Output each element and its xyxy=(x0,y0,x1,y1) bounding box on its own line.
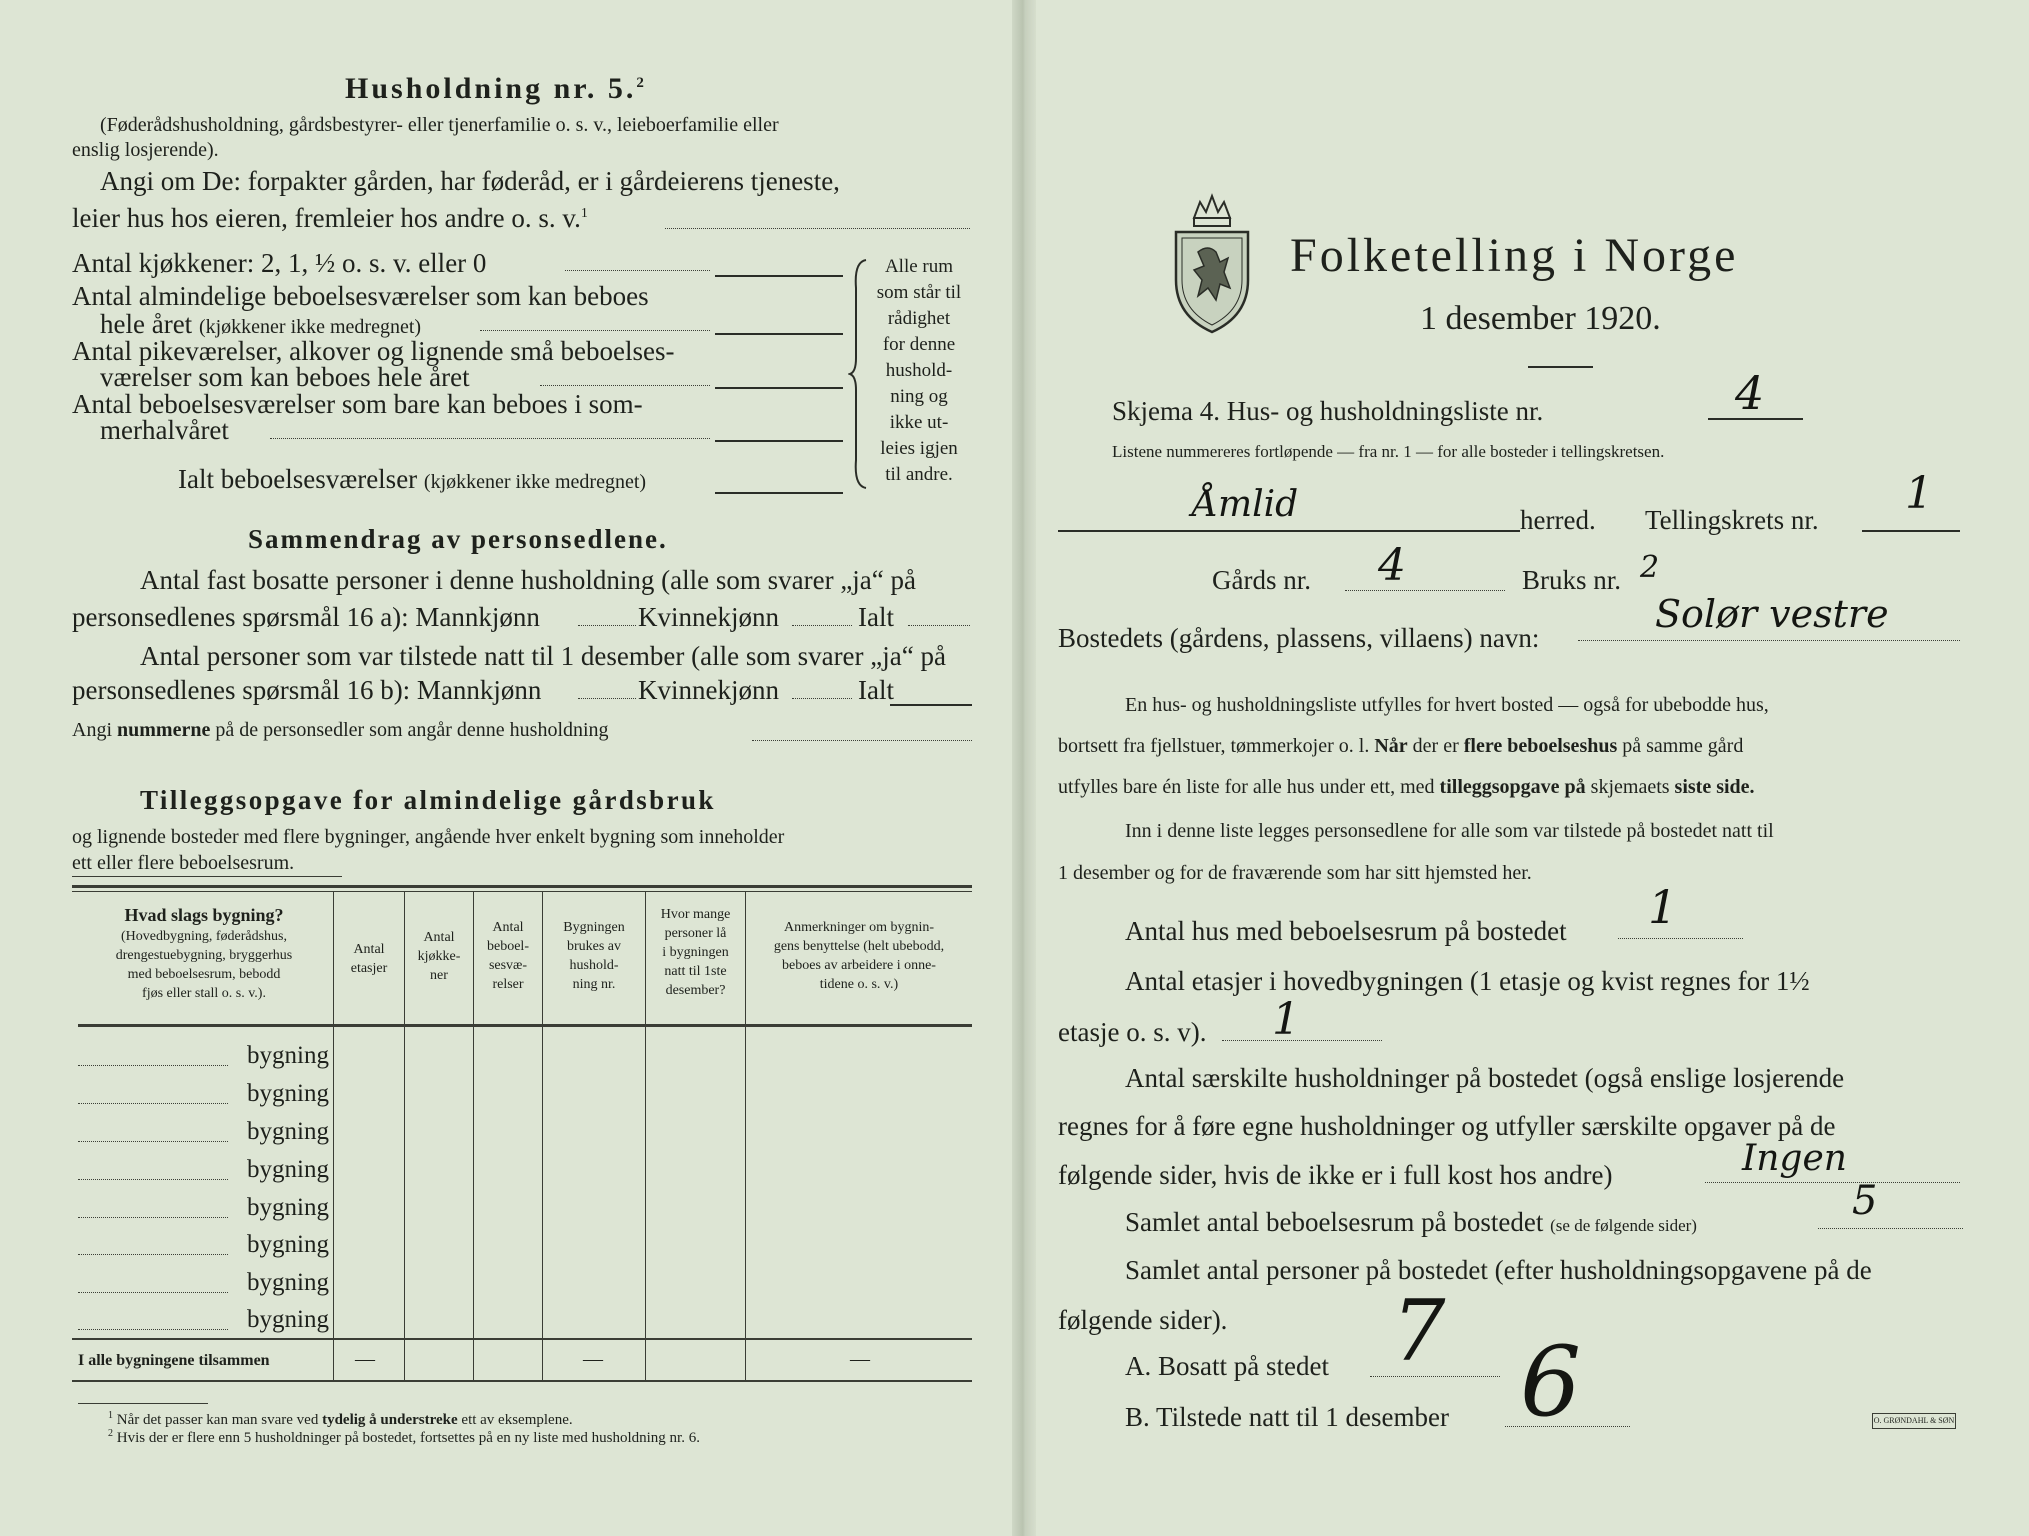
tilstede-label: B. Tilstede natt til 1 desember xyxy=(1125,1402,1449,1432)
saerskilte-line-2: regnes for å føre egne husholdninger og utfyller særskilte opgaver på de xyxy=(1058,1111,1836,1141)
table-total-rule xyxy=(72,1338,972,1340)
para1-l2-bold2: flere beboelseshus xyxy=(1463,735,1618,757)
row-label: bygning xyxy=(247,1042,329,1069)
row-label: bygning xyxy=(247,1306,329,1333)
rooms-ialt-text: Ialt beboelsesværelser xyxy=(178,464,418,494)
bosatt-label: A. Bosatt på stedet xyxy=(1125,1351,1329,1381)
left-title-sup: 2 xyxy=(636,75,647,91)
rooms-kjokkener: Antal kjøkkener: 2, 1, ½ o. s. v. eller 0 xyxy=(72,248,487,278)
angi-line-2-text: leier hus hos eieren, fremleier hos andre o. s. v. xyxy=(72,203,581,233)
rooms-som-1: Antal beboelsesværelser som bare kan beboes i som- xyxy=(72,389,643,419)
tilst-ialt-label: Ialt xyxy=(858,675,894,705)
col-header-beboelsesvaerelser xyxy=(475,918,541,994)
row-dots xyxy=(78,1179,228,1180)
col-header-personer xyxy=(647,905,744,1000)
gards-label: Gårds nr. xyxy=(1212,565,1311,595)
row-label: bygning xyxy=(247,1080,329,1107)
col-sep xyxy=(745,891,746,1380)
sammendrag-fast-2: personsedlenes spørsmål 16 a): Mannkjønn xyxy=(72,602,540,632)
hus-label: Antal hus med beboelsesrum på bostedet xyxy=(1125,916,1567,946)
col-header-husholdning xyxy=(544,918,644,994)
tellingskrets-label: Tellingskrets nr. xyxy=(1645,505,1819,535)
row-label: bygning xyxy=(247,1194,329,1221)
col-header-line: gens benyttelse (helt ubebodd, xyxy=(773,939,945,954)
side-note-line: Alle rum xyxy=(884,256,954,277)
rooms-alm-1: Antal almindelige beboelsesværelser som kan beboes xyxy=(72,281,649,311)
tellingskrets-answer-line xyxy=(1862,530,1960,532)
row-dots xyxy=(78,1329,228,1330)
etasjer-line-1: Antal etasjer i hovedbygningen (1 etasje og kvist regnes for 1½ xyxy=(1125,966,1810,996)
footnote-rule xyxy=(78,1403,208,1404)
samlet-rum-label xyxy=(1125,1207,1697,1238)
para1-l2-bold1: Når xyxy=(1374,735,1408,757)
rooms-side-note xyxy=(864,254,974,488)
footnote-2 xyxy=(108,1428,700,1447)
col-header-bygning-sub: med beboelsesrum, bebodd xyxy=(127,967,281,982)
col-header-bygning xyxy=(78,903,330,1003)
som-dots xyxy=(270,438,710,439)
col-header-line: relser xyxy=(492,977,524,992)
fast-kvinne-label: Kvinnekjønn xyxy=(638,602,779,632)
tillegg-line-1: og lignende bosteder med flere bygninger, angående hver enkelt bygning som inneholder xyxy=(72,826,785,848)
side-note-line: ning og xyxy=(890,386,948,407)
side-note-line: rådighet xyxy=(887,308,951,329)
saerskilte-answer-line xyxy=(1705,1182,1960,1183)
col-header-line: brukes av xyxy=(566,939,622,954)
rooms-som-2: merhalvåret xyxy=(100,415,229,445)
pike-answer-line xyxy=(715,387,843,389)
ialt-answer-line xyxy=(715,492,843,494)
side-note-line: til andre. xyxy=(885,464,953,485)
row-dots xyxy=(78,1254,228,1255)
rooms-ialt-small: (kjøkkener ikke medregnet) xyxy=(423,471,647,493)
angi-nummer-bold: nummerne xyxy=(117,719,211,741)
side-note-line: for denne xyxy=(882,334,956,355)
col-sep xyxy=(473,891,474,1380)
col-header-kjokkener xyxy=(406,928,472,985)
col-header-line: natt til 1ste xyxy=(664,964,727,979)
table-header-rule xyxy=(78,1024,972,1027)
tilst-mann-line xyxy=(578,698,636,699)
footnote-1-mark: 1 xyxy=(108,1410,113,1421)
row-dots xyxy=(78,1217,228,1218)
col-header-line: i bygningen xyxy=(662,945,729,960)
col-sep xyxy=(645,891,646,1380)
col-header-line: kjøkke- xyxy=(417,949,461,964)
col-header-bygning-sub: drengestuebygning, bryggerhus xyxy=(115,948,293,963)
angi-answer-line xyxy=(665,228,970,229)
rooms-pike-1: Antal pikeværelser, alkover og lignende små beboelses- xyxy=(72,336,675,366)
skjema-number-handwritten: 4 xyxy=(1735,366,1765,420)
listene-note: Listene nummereres fortløpende — fra nr. 1 — for alle bosteder i tellingskretsen. xyxy=(1112,442,1665,461)
col-header-line: hushold- xyxy=(569,958,619,973)
skjema-answer-line xyxy=(1708,418,1803,420)
fast-ialt-label: Ialt xyxy=(858,602,894,632)
date-underline xyxy=(1528,366,1593,368)
hus-answer-line xyxy=(1618,938,1743,939)
col-header-line: ner xyxy=(430,968,448,983)
bruks-label: Bruks nr. xyxy=(1522,565,1622,595)
bosted-handwritten: Solør vestre xyxy=(1655,592,1889,636)
saerskilte-line-1: Antal særskilte husholdninger på bostedet (også enslige losjerende xyxy=(1125,1063,1845,1093)
para1-l3-pre: utfylles bare én liste for alle hus under ett, med xyxy=(1058,776,1435,798)
etasjer-answer-line xyxy=(1222,1040,1382,1041)
tillegg-title: Tilleggsopgave for almindelige gårdsbruk xyxy=(140,785,716,815)
col-header-line: Hvor mange xyxy=(660,907,731,922)
samlet-personer-line-2: følgende sider). xyxy=(1058,1305,1228,1335)
angi-nummer-line xyxy=(752,740,972,741)
tilst-kvinne-line xyxy=(792,698,852,699)
sammendrag-fast-1: Antal fast bosatte personer i denne husholdning (alle som svarer „ja“ på xyxy=(140,565,916,595)
row-label: bygning xyxy=(247,1156,329,1183)
row-label: bygning xyxy=(247,1118,329,1145)
bosted-answer-line xyxy=(1578,640,1960,641)
col-header-line: beboes av arbeidere i onne- xyxy=(782,958,936,973)
row-label: bygning xyxy=(247,1231,329,1258)
angi-line-2 xyxy=(72,203,588,234)
col-header-line: sesvæ- xyxy=(488,958,528,973)
norway-coat-of-arms xyxy=(1168,188,1256,336)
table-row xyxy=(78,1073,333,1110)
angi-nummer-post: på de personsedler som angår denne husholdning xyxy=(215,719,609,741)
som-answer-line xyxy=(715,440,843,442)
herred-answer-line xyxy=(1058,530,1520,532)
col-sep xyxy=(404,891,405,1380)
para1-line-1: En hus- og husholdningsliste utfylles for hvert bosted — også for ubebodde hus, xyxy=(1125,694,1769,716)
footnote-1 xyxy=(108,1410,573,1429)
tilst-ialt-line xyxy=(890,704,972,706)
saerskilte-handwritten: Ingen xyxy=(1742,1138,1847,1179)
para1-l2-pre: bortsett fra fjellstuer, tømmerkojer o. l. xyxy=(1058,735,1370,757)
tilstede-answer-line xyxy=(1505,1426,1630,1427)
kjokkener-dots xyxy=(565,270,710,271)
para2-line-2: 1 desember og for de fraværende som har sitt hjemsted her. xyxy=(1058,862,1532,884)
table-total-label: I alle bygningene tilsammen xyxy=(78,1352,270,1369)
sammendrag-tilst-2: personsedlenes spørsmål 16 b): Mannkjønn xyxy=(72,675,542,705)
row-dots xyxy=(78,1292,228,1293)
para1-line-3 xyxy=(1058,776,1755,799)
row-label: bygning xyxy=(247,1269,329,1296)
para2-line-1: Inn i denne liste legges personsedlene for alle som var tilstede på bostedet natt til xyxy=(1125,820,1774,842)
table-top-rule xyxy=(72,885,972,888)
tellingskrets-handwritten: 1 xyxy=(1905,468,1933,519)
para1-l2-post: på samme gård xyxy=(1622,735,1744,757)
para1-l3-mid: skjemaets xyxy=(1590,776,1670,798)
rooms-alm-2-small: (kjøkkener ikke medregnet) xyxy=(198,316,422,338)
table-row xyxy=(78,1187,333,1224)
alm-dots xyxy=(480,330,710,331)
angi-nummer-pre: Angi xyxy=(72,719,112,741)
tillegg-underline xyxy=(72,876,342,877)
col-header-anmerkninger xyxy=(747,918,971,994)
table-top-rule-2 xyxy=(72,891,972,892)
col-header-line: beboel- xyxy=(487,939,529,954)
samlet-rum-handwritten: 5 xyxy=(1852,1178,1878,1224)
table-row xyxy=(78,1262,333,1299)
footnote-2-text: Hvis der er flere enn 5 husholdninger på bostedet, fortsettes på en ny liste med husholdning nr. 6. xyxy=(116,1430,700,1446)
samlet-rum-text: Samlet antal beboelsesrum på bostedet xyxy=(1125,1207,1544,1237)
table-row xyxy=(78,1111,333,1148)
col-header-line: Antal xyxy=(492,920,524,935)
table-row xyxy=(78,1035,333,1072)
row-dots xyxy=(78,1103,228,1104)
left-title-text: Husholdning nr. 5. xyxy=(345,72,637,105)
rooms-ialt xyxy=(178,464,646,495)
col-header-bygning-sub: fjøs eller stall o. s. v.). xyxy=(142,986,266,1001)
footnote-1-post: ett av eksemplene. xyxy=(461,1412,573,1428)
sammendrag-title: Sammendrag av personsedlene. xyxy=(248,524,668,554)
col-header-bygning-title: Hvad slags bygning? xyxy=(124,905,284,925)
col-header-line: Antal xyxy=(353,942,385,957)
col-header-etasjer xyxy=(335,940,403,978)
side-note-line: hushold- xyxy=(885,360,953,381)
bosatt-answer-line xyxy=(1370,1376,1500,1377)
etasjer-handwritten: 1 xyxy=(1272,994,1300,1045)
side-note-line: ikke ut- xyxy=(889,412,949,433)
fast-ialt-line xyxy=(908,625,970,626)
footnote-1-pre: Når det passer kan man svare ved xyxy=(116,1412,319,1428)
bruks-handwritten: 2 xyxy=(1640,550,1660,585)
angi-line-1: Angi om De: forpakter gården, har føderåd, er i gårdeierens tjeneste, xyxy=(100,166,840,196)
side-note-line: leies igjen xyxy=(880,438,958,459)
tilstede-handwritten: 6 xyxy=(1520,1326,1582,1438)
col-header-bygning-sub: (Hovedbygning, føderådshus, xyxy=(120,929,288,944)
intro-note-2: enslig losjerende). xyxy=(72,139,219,161)
col-header-line: Bygningen xyxy=(563,920,625,935)
fast-mann-line xyxy=(578,625,636,626)
col-header-line: desember? xyxy=(665,983,726,998)
alm-answer-line xyxy=(715,333,843,335)
para1-l3-bold1: tilleggsopgave på xyxy=(1439,776,1586,798)
col-header-line: Anmerkninger om bygnin- xyxy=(783,920,935,935)
col-header-line: personer lå xyxy=(664,926,727,941)
hus-handwritten: 1 xyxy=(1648,880,1678,934)
para1-l3-bold2: siste side. xyxy=(1674,776,1755,798)
row-dots xyxy=(78,1141,228,1142)
sammendrag-tilst-1: Antal personer som var tilstede natt til 1 desember (alle som svarer „ja“ på xyxy=(140,641,946,671)
gards-handwritten: 4 xyxy=(1378,540,1406,591)
bosatt-handwritten: 7 xyxy=(1392,1282,1446,1380)
table-row xyxy=(78,1299,333,1336)
angi-nummer xyxy=(72,719,609,742)
tilst-kvinne-label: Kvinnekjønn xyxy=(638,675,779,705)
samlet-rum-small: (se de følgende sider) xyxy=(1550,1216,1697,1235)
col-sep xyxy=(542,891,543,1380)
total-dash-anmerkninger: — xyxy=(850,1348,870,1370)
col-sep xyxy=(333,891,334,1380)
footnote-2-mark: 2 xyxy=(108,1428,113,1439)
rooms-pike-2: værelser som kan beboes hele året xyxy=(100,362,470,392)
side-note-line: som står til xyxy=(876,282,962,303)
intro-note: (Føderådshusholdning, gårdsbestyrer- eller tjenerfamilie o. s. v., leieboerfamilie eller xyxy=(100,114,779,136)
skjema-label: Skjema 4. Hus- og husholdningsliste nr. xyxy=(1112,396,1544,426)
form-date: 1 desember 1920. xyxy=(1420,300,1661,337)
printer-stamp: O. GRØNDAHL & SØN xyxy=(1872,1413,1956,1429)
saerskilte-line-3: følgende sider, hvis de ikke er i full kost hos andre) xyxy=(1058,1160,1613,1190)
col-header-line: Antal xyxy=(423,930,455,945)
herred-label: herred. xyxy=(1520,505,1596,535)
pike-dots xyxy=(540,385,710,386)
table-row xyxy=(78,1149,333,1186)
bosted-label: Bostedets (gårdens, plassens, villaens) navn: xyxy=(1058,623,1540,653)
col-header-line: ning nr. xyxy=(572,977,616,992)
form-title: Folketelling i Norge xyxy=(1290,229,1739,282)
tillegg-line-2: ett eller flere beboelsesrum. xyxy=(72,852,295,874)
angi-sup: 1 xyxy=(580,206,588,221)
samlet-personer-line-1: Samlet antal personer på bostedet (efter husholdningsopgavene på de xyxy=(1125,1255,1872,1285)
col-header-line: etasjer xyxy=(350,961,388,976)
herred-handwritten: Åmlid xyxy=(1192,484,1299,525)
fast-kvinne-line xyxy=(792,625,852,626)
etasjer-line-2: etasje o. s. v). xyxy=(1058,1017,1207,1047)
kjokkener-answer-line xyxy=(715,275,843,277)
table-bottom-rule xyxy=(72,1380,972,1382)
table-row xyxy=(78,1224,333,1261)
gards-answer-line xyxy=(1345,590,1505,591)
total-dash-etasjer: — xyxy=(355,1348,375,1370)
row-dots xyxy=(78,1065,228,1066)
left-title xyxy=(345,72,647,106)
rooms-alm-2-text: hele året xyxy=(100,309,193,339)
para1-l2-mid: der er xyxy=(1412,735,1459,757)
col-header-line: tidene o. s. v.) xyxy=(819,977,899,992)
total-dash-husholdning: — xyxy=(583,1348,603,1370)
samlet-rum-answer-line xyxy=(1818,1228,1963,1229)
footnote-1-bold: tydelig å understreke xyxy=(322,1412,458,1428)
page-fold xyxy=(1012,0,1036,1536)
para1-line-2 xyxy=(1058,735,1743,758)
